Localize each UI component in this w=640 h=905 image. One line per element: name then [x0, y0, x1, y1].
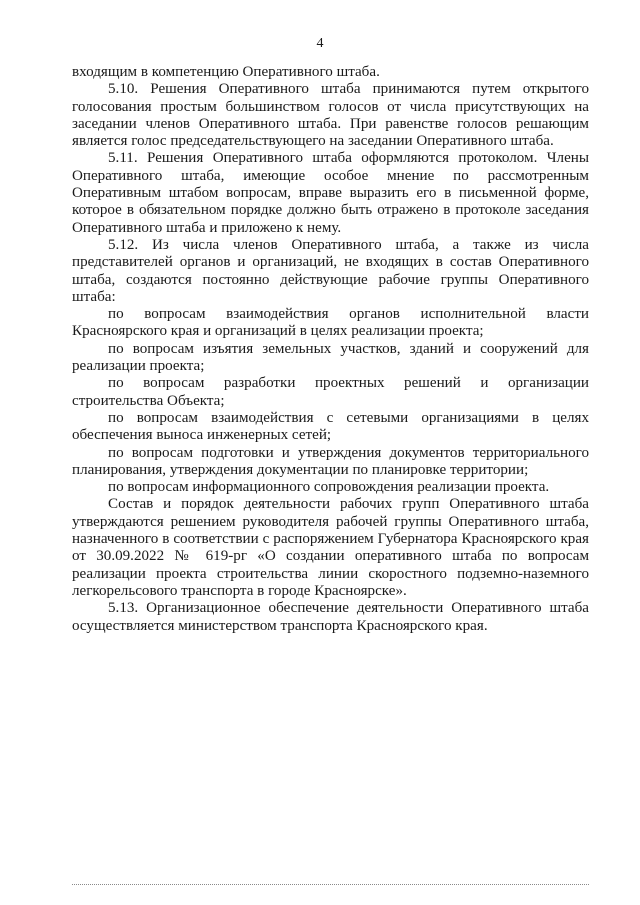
paragraph-working-groups-composition: Состав и порядок деятельности рабочих групп Оперативного штаба утверждаются решением руководителя рабочей группы Оперативного штаба, назначенного в соответствии с распоряжением Губернатора Красноярского края от 30.09.2022 № 619-рг «О создании оперативного штаба по вопросам реализации проекта строительства линии скоростного подземно-наземного легкорельсового транспорта в городе Красноярске». [72, 496, 589, 599]
paragraph-continuation: входящим в компетенцию Оперативного штаба. [72, 64, 380, 80]
page-number: 4 [316, 36, 324, 51]
working-group-item: по вопросам взаимодействия органов исполнительной власти Красноярского края и организаций в целях реализации проекта; [72, 306, 589, 340]
footer-divider [72, 884, 589, 885]
working-group-item: по вопросам изъятия земельных участков, зданий и сооружений для реализации проекта; [72, 340, 589, 375]
working-group-item: по вопросам взаимодействия с сетевыми организациями в целях обеспечения выноса инженерных сетей; [72, 409, 589, 444]
working-group-item: по вопросам информационного сопровождения реализации проекта. [108, 479, 550, 496]
paragraph-5-11: 5.11. Решения Оперативного штаба оформляются протоколом. Члены Оперативного штаба, имеющие особое мнение по рассмотренным Оперативным штабом вопросам, вправе выразить его в письменной форме, которое в обязательном порядке должно быть отражено в протоколе заседания Оперативного штаба и приложено к нему. [72, 150, 589, 236]
paragraph-5-12: 5.12. Из числа членов Оперативного штаба, а также из числа представителей органов и организаций, не входящих в состав Оперативного штаба, создаются постоянно действующие рабочие группы Оперативного штаба: [72, 236, 589, 305]
working-group-item: по вопросам подготовки и утверждения документов территориального планирования, утверждения документации по планировке территории; [72, 444, 589, 478]
document-body [72, 64, 589, 635]
paragraph-5-13: 5.13. Организационное обеспечение деятельности Оперативного штаба осуществляется министерством транспорта Красноярского края. [72, 600, 589, 634]
working-group-item: по вопросам разработки проектных решений и организации строительства Объекта; [72, 375, 589, 409]
paragraph-5-10: 5.10. Решения Оперативного штаба принимаются путем открытого голосования простым большинством голосов от числа присутствующих на заседании членов Оперативного штаба. При равенстве голосов решающим является голос председательствующего на заседании Оперативного штаба. [72, 81, 589, 150]
